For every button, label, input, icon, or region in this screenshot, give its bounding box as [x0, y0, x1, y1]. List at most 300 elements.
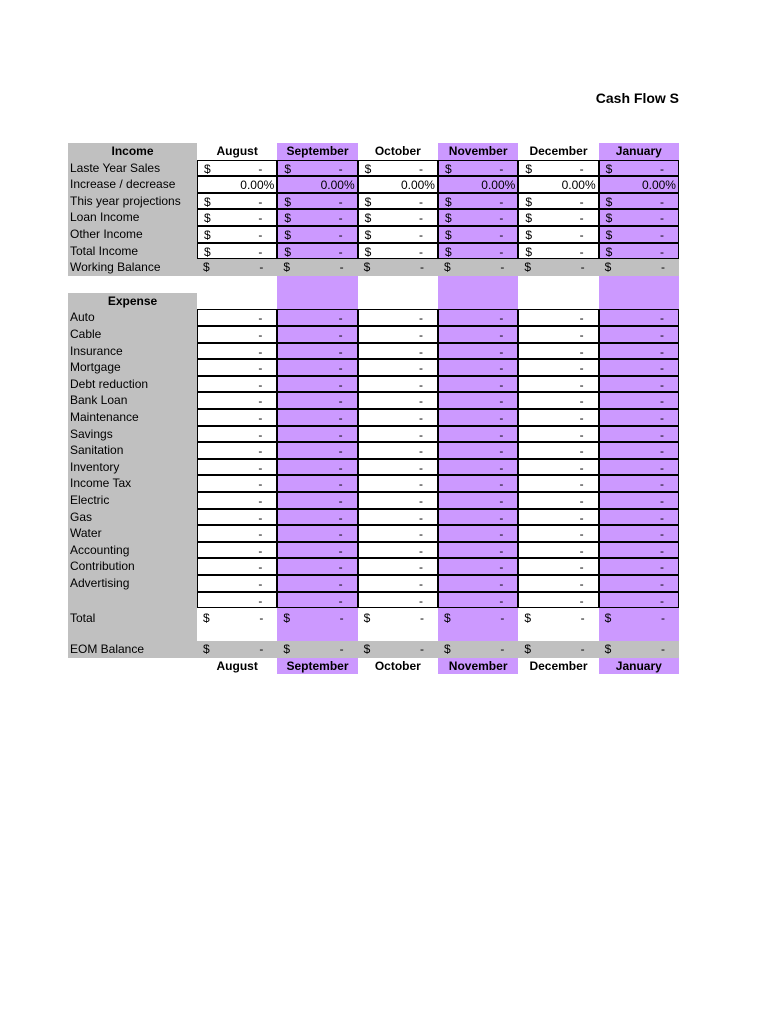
month-header-label: October	[374, 144, 421, 158]
cell-value: -	[659, 427, 664, 442]
income-cell[interactable]	[358, 160, 438, 177]
income-cell[interactable]	[277, 226, 357, 243]
expense-cell[interactable]	[197, 525, 277, 542]
expense-cell[interactable]	[277, 376, 357, 393]
currency-symbol: $	[364, 228, 372, 242]
income-cell[interactable]	[438, 226, 518, 243]
month-footer-august	[197, 658, 277, 675]
row-label: Sanitation	[70, 443, 124, 458]
expense-cell[interactable]	[197, 475, 277, 492]
cell-value: -	[338, 211, 343, 226]
cell-value: -	[579, 494, 584, 508]
income-cell[interactable]	[438, 193, 518, 210]
expense-cell[interactable]	[438, 376, 518, 393]
cell-value: -	[418, 543, 423, 558]
cell-value: -	[499, 494, 504, 508]
expense-cell[interactable]	[438, 309, 518, 326]
currency-symbol: $	[284, 194, 292, 209]
expense-cell[interactable]	[358, 592, 438, 609]
row-label: Income Tax	[70, 476, 132, 491]
expense-cell[interactable]	[277, 542, 357, 559]
currency-symbol: $	[524, 611, 531, 626]
month-header-label: November	[448, 144, 508, 158]
expense-cell[interactable]	[438, 426, 518, 443]
cell-value: -	[258, 228, 263, 242]
row-label: Electric	[70, 493, 110, 507]
expense-cell[interactable]	[277, 409, 357, 426]
cell-value: -	[419, 611, 424, 626]
cell-value: -	[579, 344, 584, 359]
expense-cell[interactable]	[358, 326, 438, 343]
percent-value: 0.00%	[481, 178, 516, 193]
cell-value: -	[258, 211, 263, 226]
expense-cell[interactable]	[518, 475, 598, 492]
expense-cell[interactable]	[358, 376, 438, 393]
expense-cell[interactable]	[277, 475, 357, 492]
row-label: Working Balance	[70, 260, 161, 275]
expense-cell[interactable]	[599, 459, 679, 476]
expense-cell[interactable]	[358, 542, 438, 559]
expense-cell[interactable]	[277, 509, 357, 526]
expense-cell[interactable]	[518, 459, 598, 476]
cell-value: -	[259, 611, 264, 626]
expense-cell[interactable]	[277, 359, 357, 376]
cell-value: -	[659, 244, 664, 259]
cell-value: -	[579, 194, 584, 209]
cell-value: -	[338, 377, 343, 392]
currency-symbol: $	[604, 611, 612, 626]
cell-value: -	[499, 194, 504, 209]
expense-cell[interactable]	[438, 592, 518, 609]
expense-cell[interactable]	[599, 525, 679, 542]
income-cell[interactable]	[599, 160, 679, 177]
row-label: Inventory	[70, 459, 120, 474]
expense-cell[interactable]	[277, 309, 357, 326]
income-cell[interactable]	[518, 193, 598, 210]
cell-value: -	[338, 593, 343, 608]
currency-symbol: $	[364, 244, 372, 259]
cell-value: -	[258, 411, 263, 425]
expense-row-label	[68, 592, 197, 609]
cell-value: -	[499, 328, 504, 342]
expense-cell[interactable]	[197, 409, 277, 426]
cell-value: -	[660, 642, 665, 657]
expense-cell[interactable]	[358, 525, 438, 542]
row-label: Loan Income	[70, 210, 140, 225]
expense-cell[interactable]	[438, 475, 518, 492]
expense-cell[interactable]	[438, 558, 518, 575]
expense-cell[interactable]	[518, 558, 598, 575]
cell-value: -	[579, 394, 584, 409]
column-highlight	[599, 276, 679, 310]
expense-cell[interactable]	[599, 309, 679, 326]
cell-value: -	[579, 460, 584, 475]
expense-cell[interactable]	[438, 326, 518, 343]
expense-cell[interactable]	[518, 326, 598, 343]
expense-row-label	[68, 426, 197, 443]
row-label: Increase / decrease	[70, 177, 176, 192]
income-cell[interactable]	[358, 193, 438, 210]
cell-value: -	[259, 260, 264, 275]
income-cell[interactable]	[197, 193, 277, 210]
expense-cell[interactable]	[197, 592, 277, 609]
row-label: Savings	[70, 426, 113, 441]
cell-value: -	[659, 311, 664, 326]
cell-value: -	[418, 411, 423, 425]
currency-symbol: $	[363, 611, 371, 626]
cell-value: -	[499, 211, 504, 226]
expense-cell[interactable]	[358, 359, 438, 376]
expense-cell[interactable]	[358, 509, 438, 526]
currency-symbol: $	[605, 211, 613, 226]
cell-value: -	[500, 642, 505, 657]
cell-value: -	[579, 577, 584, 591]
income-cell[interactable]	[358, 176, 438, 193]
cell-value: -	[579, 161, 584, 176]
expense-cell[interactable]	[518, 442, 598, 459]
month-header-september	[277, 143, 357, 160]
currency-symbol: $	[525, 161, 532, 176]
expense-cell[interactable]	[277, 343, 357, 360]
currency-symbol: $	[363, 260, 371, 275]
expense-cell[interactable]	[438, 409, 518, 426]
currency-symbol: $	[203, 260, 210, 275]
cell-value: -	[338, 494, 343, 508]
income-row-label	[68, 209, 197, 226]
income-cell[interactable]	[438, 209, 518, 226]
expense-cell[interactable]	[599, 343, 679, 360]
expense-cell[interactable]	[438, 525, 518, 542]
income-cell[interactable]	[277, 160, 357, 177]
income-cell[interactable]	[197, 259, 277, 276]
cell-value: -	[339, 260, 344, 275]
income-cell[interactable]	[197, 176, 277, 193]
expense-cell[interactable]	[599, 376, 679, 393]
expense-cell[interactable]	[438, 442, 518, 459]
row-label: Cable	[70, 327, 102, 341]
income-cell[interactable]	[358, 243, 438, 260]
cell-value: -	[659, 194, 664, 209]
expense-cell[interactable]	[277, 392, 357, 409]
expense-cell[interactable]	[197, 509, 277, 526]
total-row-label	[68, 608, 197, 641]
row-label: Total Income	[70, 243, 139, 258]
income-cell[interactable]	[599, 259, 679, 276]
expense-cell[interactable]	[518, 542, 598, 559]
expense-cell[interactable]	[358, 343, 438, 360]
percent-value: 0.00%	[641, 178, 676, 193]
expense-cell[interactable]	[599, 326, 679, 343]
expense-cell[interactable]	[277, 575, 357, 592]
expense-cell[interactable]	[599, 592, 679, 609]
cell-value: -	[338, 361, 343, 376]
currency-symbol: $	[605, 228, 613, 242]
expense-cell[interactable]	[518, 575, 598, 592]
cell-value: -	[579, 211, 584, 226]
currency-symbol: $	[203, 611, 210, 626]
expense-cell[interactable]	[599, 392, 679, 409]
income-cell[interactable]	[438, 176, 518, 193]
cell-value: -	[579, 510, 584, 525]
expense-cell[interactable]	[197, 376, 277, 393]
cell-value: -	[659, 161, 664, 176]
income-cell[interactable]	[599, 193, 679, 210]
cell-value: -	[579, 593, 584, 608]
currency-symbol: $	[203, 642, 210, 657]
income-cell[interactable]	[197, 243, 277, 260]
expense-cell[interactable]	[277, 492, 357, 509]
expense-row-label	[68, 525, 197, 542]
expense-cell[interactable]	[277, 426, 357, 443]
cell-value: -	[338, 311, 343, 326]
income-cell[interactable]	[599, 176, 679, 193]
expense-cell[interactable]	[358, 558, 438, 575]
income-cell[interactable]	[438, 160, 518, 177]
cell-value: -	[418, 228, 423, 242]
expense-cell[interactable]	[197, 343, 277, 360]
month-footer-september	[277, 658, 357, 675]
expense-cell[interactable]	[599, 542, 679, 559]
expense-cell[interactable]	[518, 509, 598, 526]
income-cell[interactable]	[277, 176, 357, 193]
cell-value: -	[579, 543, 584, 558]
expense-header	[68, 293, 197, 310]
cell-value: -	[418, 460, 423, 475]
income-cell[interactable]	[197, 160, 277, 177]
currency-symbol: $	[605, 244, 613, 259]
income-row-label	[68, 259, 197, 276]
income-cell[interactable]	[518, 243, 598, 260]
expense-cell[interactable]	[599, 426, 679, 443]
cell-value: -	[499, 460, 504, 475]
cell-value: -	[499, 361, 504, 376]
expense-cell[interactable]	[599, 359, 679, 376]
cell-value: -	[500, 611, 505, 626]
expense-cell[interactable]	[197, 426, 277, 443]
cell-value: -	[258, 527, 263, 542]
expense-cell[interactable]	[197, 492, 277, 509]
expense-cell[interactable]	[438, 392, 518, 409]
expense-cell[interactable]	[518, 592, 598, 609]
expense-cell[interactable]	[358, 575, 438, 592]
cell-value: -	[418, 427, 423, 442]
expense-cell[interactable]	[358, 426, 438, 443]
month-footer-december	[518, 658, 598, 675]
expense-cell[interactable]	[197, 359, 277, 376]
income-cell[interactable]	[277, 193, 357, 210]
currency-symbol: $	[444, 244, 452, 259]
expense-cell[interactable]	[599, 509, 679, 526]
cell-value: -	[500, 260, 505, 275]
expense-cell[interactable]	[358, 459, 438, 476]
expense-cell[interactable]	[599, 575, 679, 592]
expense-cell[interactable]	[438, 575, 518, 592]
cell-value: -	[418, 527, 423, 542]
expense-cell[interactable]	[518, 343, 598, 360]
cell-value: -	[339, 642, 344, 657]
income-cell[interactable]	[518, 259, 598, 276]
cell-value: -	[258, 161, 263, 176]
expense-cell[interactable]	[438, 343, 518, 360]
cell-value: -	[258, 460, 263, 475]
cell-value: -	[499, 510, 504, 525]
expense-cell[interactable]	[438, 509, 518, 526]
expense-cell[interactable]	[599, 442, 679, 459]
cell-value: -	[258, 543, 263, 558]
income-cell[interactable]	[518, 176, 598, 193]
expense-cell[interactable]	[358, 409, 438, 426]
cell-value: -	[659, 361, 664, 376]
expense-row-label	[68, 309, 197, 326]
income-cell[interactable]	[358, 259, 438, 276]
income-cell[interactable]	[438, 243, 518, 260]
income-cell[interactable]	[197, 209, 277, 226]
expense-cell[interactable]	[277, 459, 357, 476]
cell-value: -	[418, 593, 423, 608]
cell-value: -	[418, 494, 423, 508]
currency-symbol: $	[604, 260, 612, 275]
cell-value: -	[659, 328, 664, 342]
cell-value: -	[338, 527, 343, 542]
expense-cell[interactable]	[518, 492, 598, 509]
cell-value: -	[499, 593, 504, 608]
expense-cell[interactable]	[518, 359, 598, 376]
currency-symbol: $	[283, 642, 291, 657]
cell-value: -	[579, 311, 584, 326]
expense-cell[interactable]	[358, 309, 438, 326]
cell-value: -	[659, 593, 664, 608]
currency-symbol: $	[363, 642, 371, 657]
income-cell[interactable]	[518, 160, 598, 177]
cell-value: -	[579, 427, 584, 442]
currency-symbol: $	[444, 161, 452, 176]
expense-cell[interactable]	[518, 409, 598, 426]
cell-value: -	[418, 560, 423, 575]
currency-symbol: $	[524, 260, 531, 275]
currency-symbol: $	[444, 211, 452, 226]
currency-symbol: $	[524, 642, 531, 657]
expense-row-label	[68, 542, 197, 559]
cell-value: -	[659, 527, 664, 542]
expense-row-label	[68, 558, 197, 575]
expense-cell[interactable]	[197, 309, 277, 326]
expense-cell[interactable]	[197, 575, 277, 592]
currency-symbol: $	[364, 211, 372, 226]
cell-value: -	[418, 328, 423, 342]
row-label: Accounting	[70, 542, 130, 557]
month-footer-november	[438, 658, 518, 675]
expense-cell[interactable]	[277, 558, 357, 575]
expense-cell[interactable]	[599, 409, 679, 426]
eom-cell	[438, 641, 518, 658]
cell-value: -	[580, 260, 585, 275]
income-cell[interactable]	[438, 259, 518, 276]
month-footer-label: January	[615, 658, 662, 673]
cell-value: -	[258, 444, 263, 459]
expense-cell[interactable]	[197, 542, 277, 559]
cell-value: -	[659, 211, 664, 226]
currency-symbol: $	[204, 244, 211, 259]
currency-symbol: $	[605, 194, 613, 209]
expense-row-label	[68, 343, 197, 360]
income-cell[interactable]	[599, 243, 679, 260]
expense-cell[interactable]	[599, 475, 679, 492]
cash-flow-sheet	[68, 143, 679, 673]
cell-value: -	[499, 244, 504, 259]
expense-cell[interactable]	[518, 309, 598, 326]
income-cell[interactable]	[277, 209, 357, 226]
expense-cell[interactable]	[358, 392, 438, 409]
expense-cell[interactable]	[277, 525, 357, 542]
row-label: Contribution	[70, 559, 135, 574]
expense-cell[interactable]	[518, 392, 598, 409]
cell-value: -	[580, 611, 585, 626]
expense-cell[interactable]	[599, 558, 679, 575]
currency-symbol: $	[204, 194, 211, 209]
expense-cell[interactable]	[277, 326, 357, 343]
expense-cell[interactable]	[438, 359, 518, 376]
month-header-label: August	[216, 144, 258, 158]
income-cell[interactable]	[599, 226, 679, 243]
month-header-label: September	[286, 144, 349, 158]
income-cell[interactable]	[358, 209, 438, 226]
expense-cell[interactable]	[277, 442, 357, 459]
cell-value: -	[258, 560, 263, 575]
income-cell[interactable]	[277, 243, 357, 260]
expense-cell[interactable]	[358, 442, 438, 459]
expense-cell[interactable]	[599, 492, 679, 509]
row-label: Advertising	[70, 576, 130, 590]
expense-cell[interactable]	[438, 542, 518, 559]
expense-cell[interactable]	[438, 492, 518, 509]
expense-cell[interactable]	[197, 459, 277, 476]
expense-cell[interactable]	[358, 492, 438, 509]
expense-cell[interactable]	[358, 475, 438, 492]
expense-cell[interactable]	[197, 392, 277, 409]
currency-symbol: $	[204, 211, 211, 226]
income-cell[interactable]	[358, 226, 438, 243]
expense-cell[interactable]	[197, 326, 277, 343]
cell-value: -	[659, 477, 664, 492]
cell-value: -	[499, 394, 504, 409]
expense-cell[interactable]	[197, 558, 277, 575]
cell-value: -	[258, 510, 263, 525]
income-cell[interactable]	[197, 226, 277, 243]
expense-cell[interactable]	[197, 442, 277, 459]
expense-cell[interactable]	[277, 592, 357, 609]
expense-cell[interactable]	[518, 525, 598, 542]
cell-value: -	[338, 577, 343, 591]
cell-value: -	[579, 244, 584, 259]
income-header-label: Income	[111, 144, 154, 158]
cell-value: -	[499, 444, 504, 459]
income-cell[interactable]	[277, 259, 357, 276]
expense-cell[interactable]	[518, 376, 598, 393]
cell-value: -	[258, 494, 263, 508]
income-cell[interactable]	[599, 209, 679, 226]
expense-cell[interactable]	[438, 459, 518, 476]
column-highlight	[277, 276, 357, 310]
cell-value: -	[338, 244, 343, 259]
row-label: Gas	[70, 509, 93, 524]
income-cell[interactable]	[518, 226, 598, 243]
cell-value: -	[579, 328, 584, 342]
cell-value: -	[338, 510, 343, 525]
expense-row-label	[68, 475, 197, 492]
income-cell[interactable]	[518, 209, 598, 226]
income-header	[68, 143, 197, 160]
expense-cell[interactable]	[518, 426, 598, 443]
